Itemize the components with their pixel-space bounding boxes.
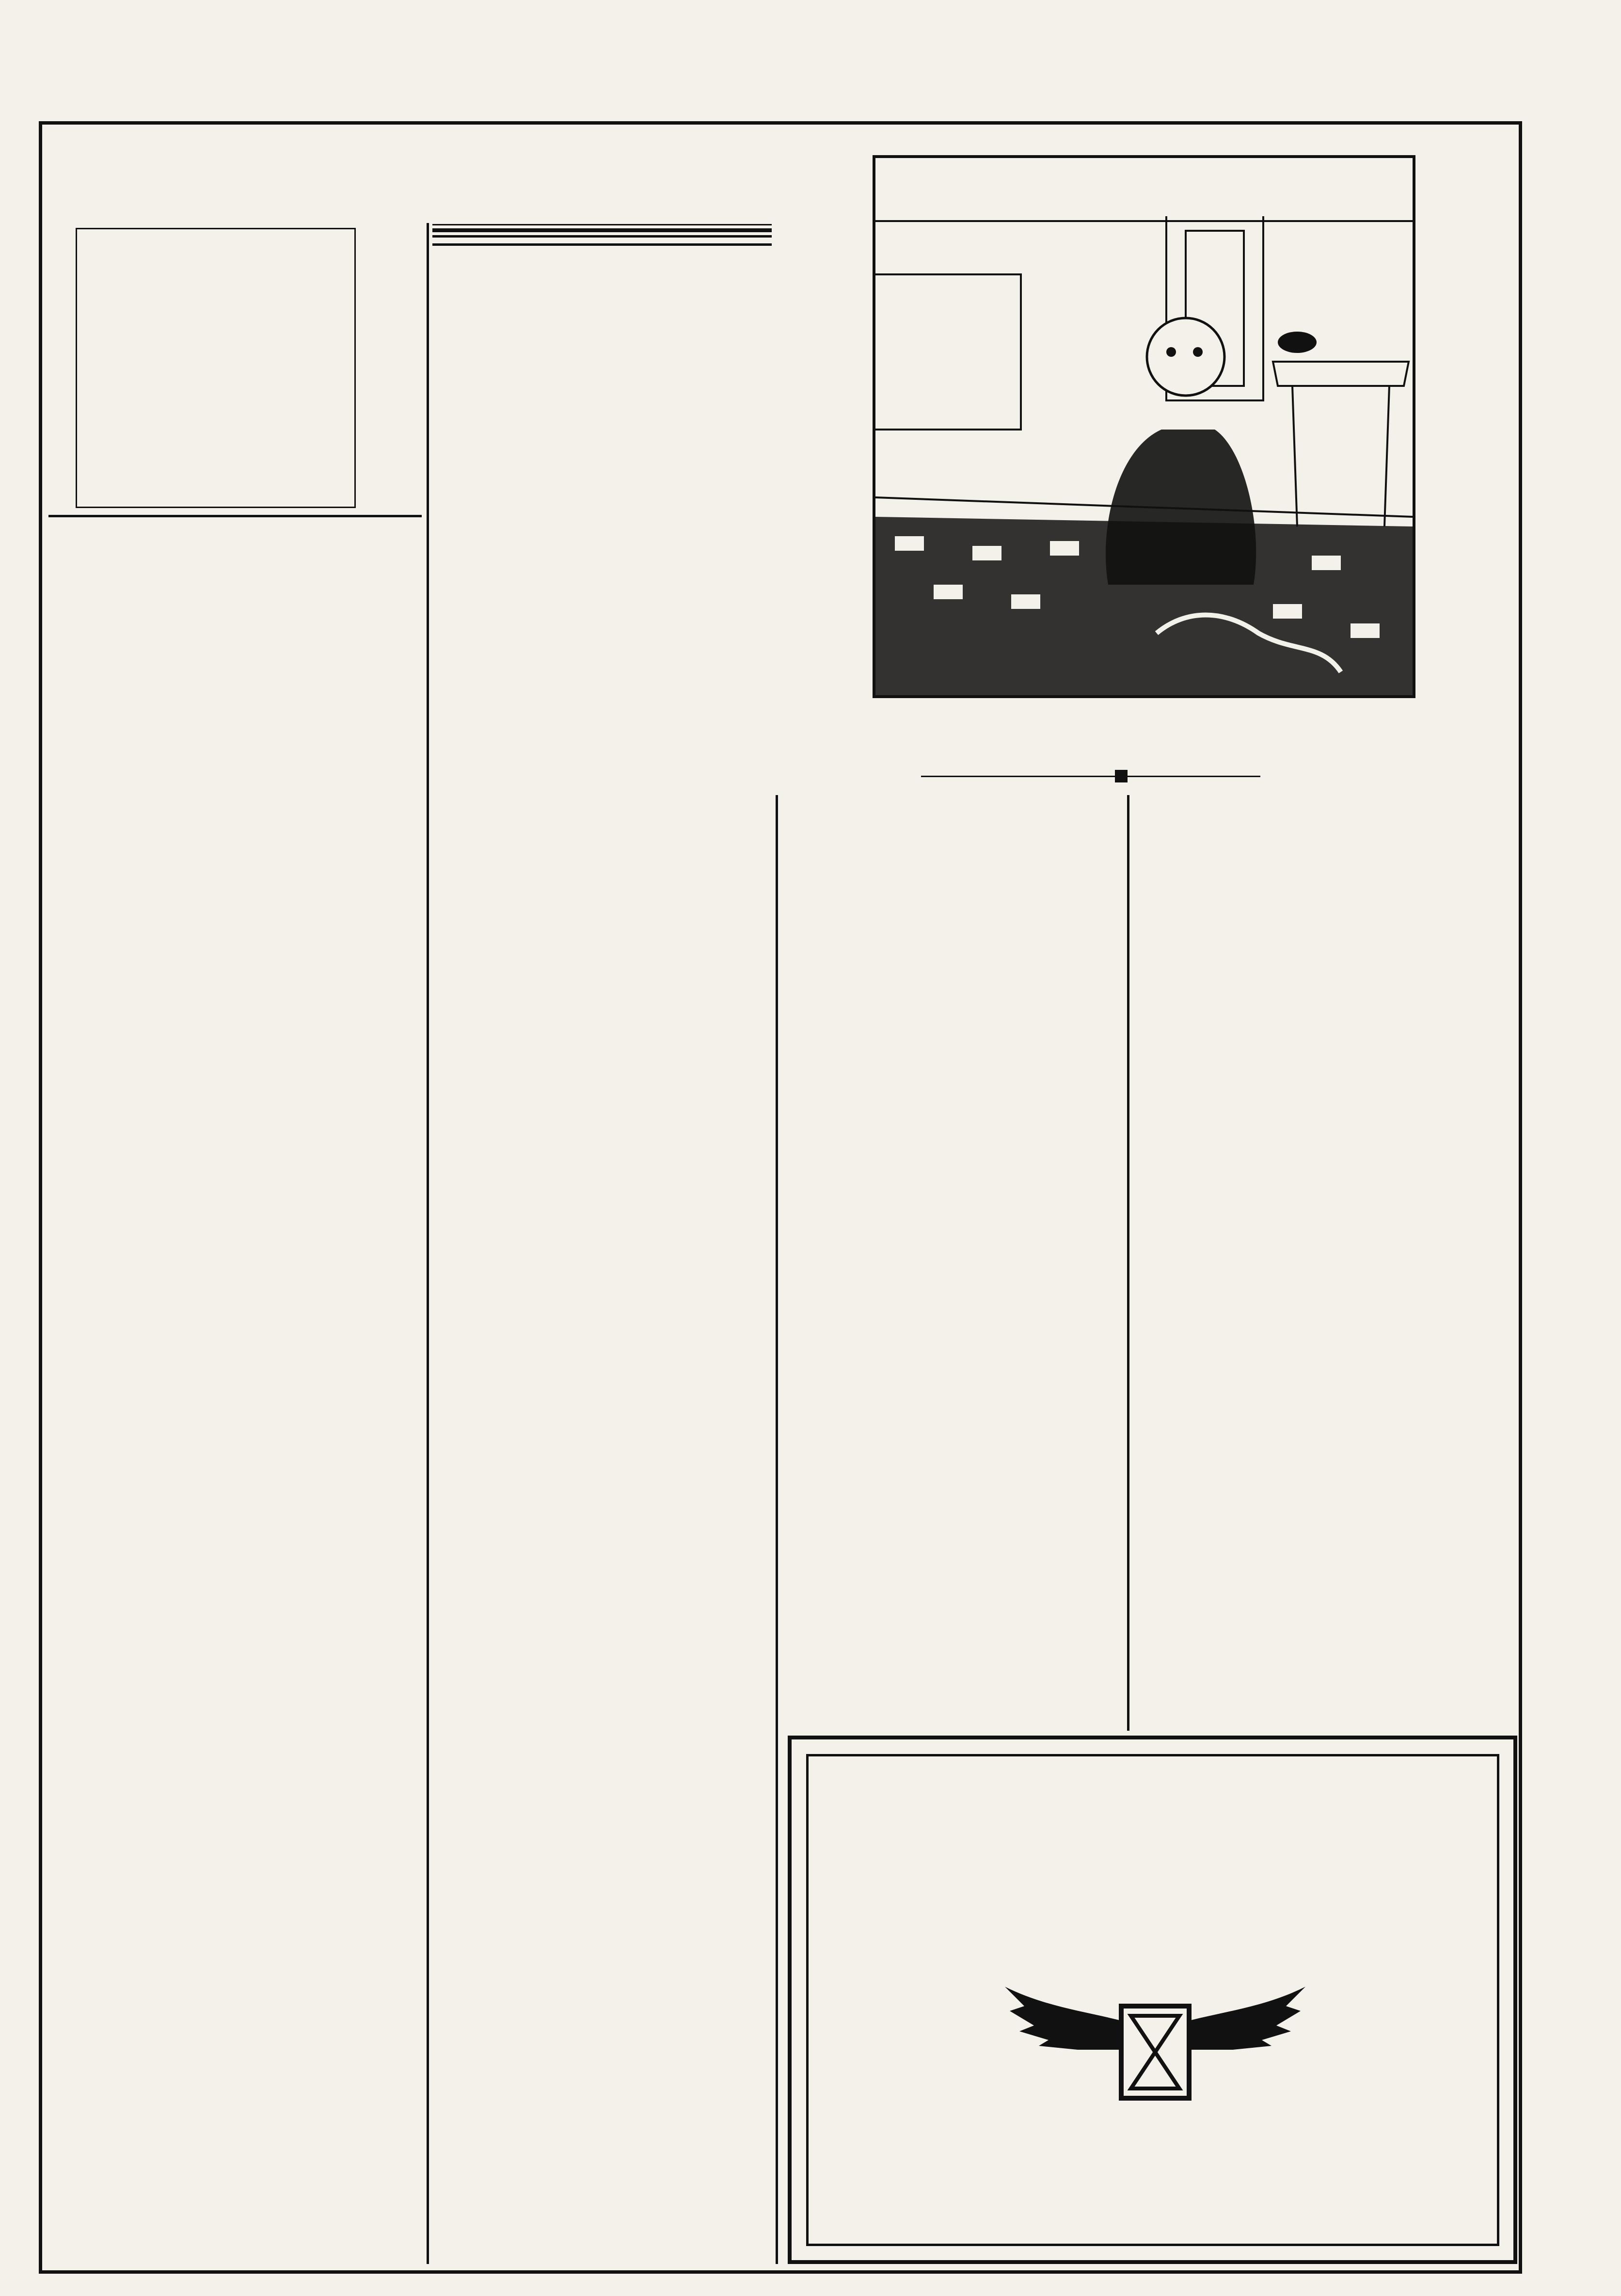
col-comp — [602, 224, 687, 225]
divider — [48, 515, 422, 517]
col-valores — [432, 224, 517, 225]
col-paises — [432, 231, 545, 232]
diario-banner — [97, 150, 776, 213]
col-compra — [545, 231, 658, 232]
cartoon-drawing — [875, 158, 1413, 695]
column-rule — [1127, 795, 1129, 1731]
column-rule — [776, 795, 778, 2264]
bolsa-table — [432, 224, 772, 225]
ornament — [1115, 770, 1128, 782]
crossword-grid[interactable] — [76, 228, 356, 508]
cartoon — [873, 155, 1415, 698]
bolsa-column — [432, 224, 772, 2260]
crossword-row-numbers — [48, 228, 76, 508]
column-rule — [427, 223, 429, 2264]
left-column — [48, 224, 422, 2260]
longines-ad — [788, 1736, 1517, 2264]
right-column — [1134, 800, 1512, 1731]
cotacoes-table — [432, 231, 772, 232]
divider — [921, 776, 1260, 777]
middle-column — [783, 800, 1122, 1731]
col-elect — [517, 224, 602, 225]
col-vend — [687, 224, 772, 225]
divider — [432, 243, 772, 246]
divider — [432, 235, 772, 238]
col-venda — [659, 231, 772, 232]
winged-hourglass-icon — [1005, 1977, 1305, 2103]
